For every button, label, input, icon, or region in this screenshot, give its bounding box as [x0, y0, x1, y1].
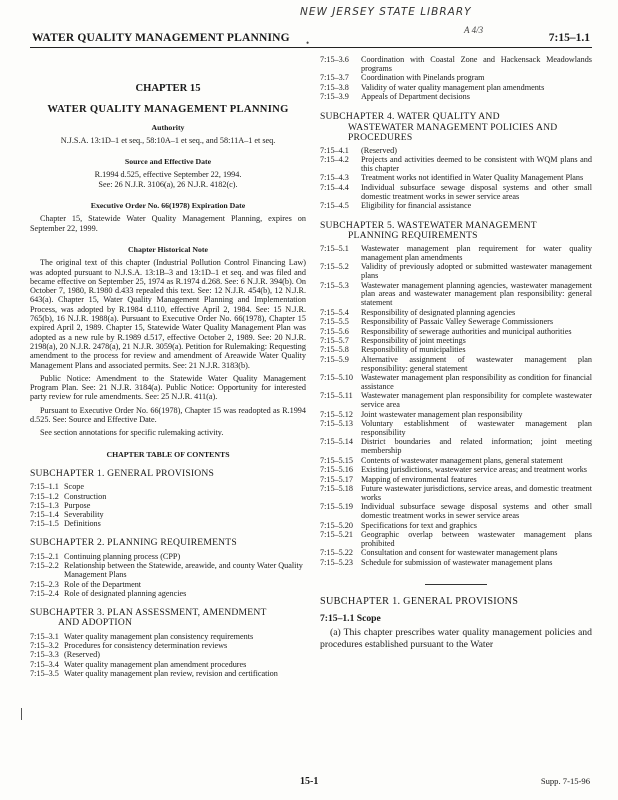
- subchapter-title: SUBCHAPTER 5. WASTEWATER MANAGEMENT: [320, 219, 537, 231]
- section-number: 7:15–5.2: [320, 262, 349, 272]
- section-title: Validity of water quality management plan amendments: [361, 82, 545, 92]
- section-title: Responsibility of municipalities: [361, 345, 466, 355]
- section-number: 7:15–5.11: [320, 391, 353, 401]
- executive-order-text: Chapter 15, Statewide Water Quality Management Planning, expires on September 22, 1999.: [30, 214, 306, 233]
- historical-note-heading: Chapter Historical Note: [128, 244, 208, 254]
- toc-entry: [30, 519, 306, 528]
- subchapter-heading: [30, 538, 306, 549]
- toc-entry: [320, 174, 592, 183]
- section-number: 7:15–3.3: [30, 650, 59, 660]
- section-title: Consultation and consent for wastewater management plans: [361, 548, 558, 558]
- toc-entry: [320, 282, 592, 309]
- print-mark: •: [306, 38, 310, 48]
- section-number: 7:15–5.22: [320, 548, 353, 558]
- toc-heading: CHAPTER TABLE OF CONTENTS: [106, 449, 230, 459]
- section-title: District boundaries and related information; joint meeting membership: [361, 437, 592, 456]
- running-header-section: 7:15–1.1: [548, 32, 590, 44]
- section-title: Scope: [64, 482, 85, 492]
- section-number: 7:15–3.6: [320, 55, 349, 64]
- section-number: 7:15–1.2: [30, 491, 59, 501]
- section-number: 7:15–2.1: [30, 551, 59, 561]
- toc-entry: [320, 559, 592, 568]
- section-number: 7:15–1.5: [30, 519, 59, 529]
- handwritten-margin-note: A 4/3: [464, 25, 484, 35]
- section-title: Wastewater management plan responsibility for complete wastewater service area: [361, 391, 592, 410]
- section-number: 7:15–1.3: [30, 500, 59, 510]
- toc-entry: [320, 346, 592, 355]
- toc-entry: [30, 552, 306, 561]
- toc-entry: [30, 501, 306, 510]
- source-line-1: R.1994 d.525, effective September 22, 1994.: [94, 170, 242, 180]
- toc-entry: [320, 466, 592, 475]
- section-title: Wastewater management plan responsibility as condition for financial assistance: [361, 373, 592, 391]
- toc-entry: [320, 156, 592, 174]
- scope-text: (a) This chapter prescribes water quality management policies and procedures established pursuant to the Water: [320, 627, 592, 651]
- section-number: 7:15–3.7: [320, 73, 349, 83]
- toc-entry: [320, 202, 592, 211]
- running-header-title: WATER QUALITY MANAGEMENT PLANNING: [32, 32, 290, 44]
- section-number: 7:15–5.13: [320, 419, 353, 429]
- section-number: 7:15–5.21: [320, 529, 353, 539]
- subchapter-heading: [320, 221, 592, 242]
- section-number: 7:15–4.4: [320, 182, 349, 192]
- body-subchapter-heading: SUBCHAPTER 1. GENERAL PROVISIONS: [320, 595, 519, 607]
- section-title: Coordination with Coastal Zone and Hackensack Meadowlands programs: [361, 55, 592, 73]
- section-number: 7:15–5.6: [320, 326, 349, 336]
- toc-entry: [320, 74, 592, 83]
- section-title: Construction: [64, 491, 107, 501]
- toc-entry: [320, 485, 592, 503]
- section-title: Procedures for consistency determination reviews: [64, 641, 228, 651]
- section-title: Mapping of environmental features: [361, 474, 477, 484]
- toc-entry: [320, 549, 592, 558]
- toc-entry: [320, 318, 592, 327]
- subchapter-heading: [320, 112, 592, 144]
- section-title: Water quality management plan amendment procedures: [64, 659, 247, 669]
- section-title: Role of designated planning agencies: [64, 588, 187, 598]
- section-title: Severability: [64, 510, 104, 520]
- toc-entry: [320, 438, 592, 456]
- section-title: Definitions: [64, 519, 101, 529]
- right-column: [320, 56, 592, 651]
- section-number: 7:15–5.14: [320, 437, 353, 447]
- subchapter-3-continued: [320, 56, 592, 102]
- section-number: 7:15–4.3: [320, 173, 349, 183]
- toc-entry: [30, 632, 306, 641]
- historical-note-paragraph: Public Notice: Amendment to the Statewide Water Quality Management Program Plan. See: 21 N.J.R. 3184(a). Public Notice: Opportunity for interested party review for rule amendments. See: 25 N.J.R. 411(a).: [30, 373, 306, 402]
- section-title: Relationship between the Statewide, areawide, and county Water Quality Management Plans: [64, 561, 303, 580]
- section-number: 7:15–2.2: [30, 561, 59, 571]
- subchapter-title: SUBCHAPTER 3. PLAN ASSESSMENT, AMENDMENT: [30, 606, 267, 618]
- section-title: Water quality management plan review, revision and certification: [64, 668, 278, 678]
- toc-entry: [30, 650, 306, 659]
- header-rule: [30, 47, 592, 48]
- section-title: Joint wastewater management plan responsibility: [361, 409, 523, 419]
- section-title: Appeals of Department decisions: [361, 92, 470, 102]
- section-title: Projects and activities deemed to be consistent with WQM plans and this chapter: [361, 154, 592, 173]
- section-number: 7:15–5.19: [320, 502, 353, 512]
- subchapter-heading: [30, 469, 306, 480]
- section-number: 7:15–5.17: [320, 474, 353, 484]
- toc-entry: [30, 510, 306, 519]
- executive-order-heading: Executive Order No. 66(1978) Expiration Date: [90, 201, 246, 211]
- section-number: 7:15–5.3: [320, 280, 349, 290]
- historical-note-paragraph: Pursuant to Executive Order No. 66(1978), Chapter 15 was readopted as R.1994 d.525. See: Source and Effective Date.: [30, 405, 306, 425]
- toc-entry: [30, 660, 306, 669]
- left-column: [30, 56, 306, 678]
- section-number: 7:15–5.7: [320, 335, 349, 345]
- section-title: Voluntary establishment of wastewater management plan responsibility: [361, 419, 592, 437]
- section-title: Coordination with Pinelands program: [361, 73, 485, 83]
- section-title: Future wastewater jurisdictions, service areas, and domestic treatment works: [361, 483, 592, 502]
- section-number: 7:15–3.9: [320, 92, 349, 102]
- section-number: 7:15–3.4: [30, 659, 59, 669]
- authority-heading: Authority: [151, 122, 185, 132]
- toc-entry: [30, 580, 306, 589]
- chapter-title: WATER QUALITY MANAGEMENT PLANNING: [47, 104, 289, 116]
- toc-entry: [320, 374, 592, 392]
- toc-entry: [30, 482, 306, 491]
- section-title: Purpose: [64, 500, 91, 510]
- section-divider: [425, 584, 487, 585]
- toc-entry: [320, 531, 592, 549]
- toc-entry: [320, 184, 592, 202]
- section-title: Continuing planning process (CPP): [64, 551, 181, 561]
- subchapter-title-continued: AND ADOPTION: [58, 617, 133, 629]
- section-title: Contents of wastewater management plans, general statement: [361, 455, 563, 465]
- section-number: 7:15–5.16: [320, 465, 353, 475]
- section-title: Responsibility of sewerage authorities and municipal authorities: [361, 326, 572, 336]
- section-title: (Reserved): [64, 650, 100, 660]
- left-table-of-contents: [30, 469, 306, 678]
- section-number: 7:15–5.4: [320, 307, 349, 317]
- section-title: Treatment works not identified in Water Quality Management Plans: [361, 173, 584, 183]
- section-number: 7:15–2.3: [30, 579, 59, 589]
- subchapter-title: SUBCHAPTER 4. WATER QUALITY AND: [320, 111, 500, 123]
- toc-entry: [320, 356, 592, 374]
- section-title: Existing jurisdictions, wastewater service areas; and treatment works: [361, 465, 587, 475]
- section-number: 7:15–5.20: [320, 520, 353, 530]
- toc-entry: [320, 93, 592, 102]
- subchapter-4-toc: [320, 112, 592, 211]
- toc-entry: [30, 669, 306, 678]
- scope-heading: 7:15–1.1 Scope: [320, 612, 381, 624]
- toc-entry: [30, 589, 306, 598]
- section-title: Individual subsurface sewage disposal systems and other small domestic treatment works in sewer service areas: [361, 182, 592, 201]
- section-title: Eligibility for financial assistance: [361, 200, 472, 210]
- subchapter-title-continued: PLANNING REQUIREMENTS: [348, 230, 478, 242]
- section-title: Responsibility of Passaic Valley Sewerage Commissioners: [361, 317, 554, 327]
- section-title: Alternative assignment of wastewater management plan responsibility: general statement: [361, 354, 592, 373]
- section-number: 7:15–4.2: [320, 154, 349, 164]
- section-number: 7:15–5.12: [320, 409, 353, 419]
- section-title: Individual subsurface sewage disposal systems and other small domestic treatment works in sewer service areas: [361, 502, 592, 521]
- section-title: Wastewater management plan requirement for water quality management plan amendments: [361, 243, 592, 262]
- toc-entry: [320, 263, 592, 281]
- section-title: Wastewater management planning agencies, wastewater management plan areas and wastewater management plan responsibility: general statement: [361, 280, 592, 308]
- section-title: Role of the Department: [64, 579, 142, 589]
- historical-note-paragraph: See section annotations for specific rulemaking activity.: [40, 428, 224, 438]
- section-number: 7:15–4.5: [320, 200, 349, 210]
- section-number: 7:15–5.15: [320, 455, 353, 465]
- section-number: 7:15–5.10: [320, 373, 353, 383]
- library-stamp: NEW JERSEY STATE LIBRARY: [300, 6, 472, 18]
- source-line-2: See: 26 N.J.R. 3106(a), 26 N.J.R. 4182(c).: [98, 179, 238, 189]
- section-number: 7:15–2.4: [30, 588, 59, 598]
- section-title: Responsibility of joint meetings: [361, 335, 466, 345]
- section-number: 7:15–1.1: [30, 482, 59, 492]
- section-title: Geographic overlap between wastewater management plans prohibited: [361, 529, 592, 548]
- section-number: 7:15–1.4: [30, 510, 59, 520]
- toc-entry: [30, 561, 306, 579]
- section-number: 7:15–5.23: [320, 557, 353, 567]
- section-number: 7:15–3.2: [30, 641, 59, 651]
- subchapter-heading: [30, 608, 306, 629]
- subchapter-title-continued: WASTEWATER MANAGEMENT POLICIES AND PROCEDURES: [348, 121, 558, 144]
- section-number: 7:15–3.5: [30, 668, 59, 678]
- section-title: Schedule for submission of wastewater management plans: [361, 557, 553, 567]
- authority-text: N.J.S.A. 13:1D–1 et seq., 58:10A–1 et seq., and 58:11A–1 et seq.: [60, 135, 276, 145]
- section-number: 7:15–3.1: [30, 631, 59, 641]
- section-number: 7:15–5.9: [320, 354, 349, 364]
- toc-entry: [320, 503, 592, 521]
- section-title: Specifications for text and graphics: [361, 520, 477, 530]
- toc-entry: [30, 492, 306, 501]
- subchapter-5-toc: [320, 221, 592, 568]
- source-heading: Source and Effective Date: [124, 157, 212, 167]
- section-title: (Reserved): [361, 145, 397, 155]
- section-number: 7:15–5.18: [320, 483, 353, 493]
- toc-entry: [30, 641, 306, 650]
- margin-tick: [21, 708, 22, 720]
- toc-entry: [320, 245, 592, 263]
- page-number: 15-1: [300, 776, 319, 787]
- section-number: 7:15–5.1: [320, 243, 349, 253]
- historical-note-paragraph: The original text of this chapter (Industrial Pollution Control Financing Law) was adopted pursuant to N.J.S.A. 13:1B–3 and 13:1D–1 et seq. and was filed and became effective on September 25, 1974 as R.1974 d.268. See: 6 N.J.R. 394(b). On October 7, 1980, R.1980 d.433 repealed this text. See: 12 N.J.R. 454(b), 12 N.J.R. 643(a). Chapter 15, Water Quality Management Planning and Implementation Process, was adopted by R.1984 d.110, effective April 2, 1984. See: 15 N.J.R. 765(b), 16 N.J.R. 1988(a). Pursuant to Executive Order No. 66(1978), Chapter 15 expired April 2, 1989. Chapter 15, Statewide Water Quality Management Plan was adopted as a new rule by R.1989 d.517, effective October 2, 1989. See: 20 N.J.R. 2198(a), 20 N.J.R. 2478(a), 21 N.J.R. 3059(a). Petition for Rulemaking: Requesting amendment to the process for review and amendment of Areawide Water Quality Management Plans and associated permits. See: 21 N.J.R. 3183(b).: [30, 258, 306, 370]
- subchapter-title: SUBCHAPTER 1. GENERAL PROVISIONS: [30, 467, 215, 479]
- section-number: 7:15–3.8: [320, 82, 349, 92]
- section-title: Water quality management plan consistency requirements: [64, 631, 254, 641]
- section-number: 7:15–5.8: [320, 345, 349, 355]
- section-title: Validity of previously adopted or submitted wastewater management plans: [361, 262, 592, 281]
- subchapter-title: SUBCHAPTER 2. PLANNING REQUIREMENTS: [30, 537, 237, 549]
- supplement-date: Supp. 7-15-96: [540, 776, 590, 786]
- toc-entry: [320, 392, 592, 410]
- section-number: 7:15–4.1: [320, 145, 349, 155]
- section-number: 7:15–5.5: [320, 317, 349, 327]
- toc-entry: [320, 56, 592, 74]
- chapter-number: CHAPTER 15: [135, 83, 201, 94]
- section-title: Responsibility of designated planning agencies: [361, 307, 516, 317]
- toc-entry: [320, 420, 592, 438]
